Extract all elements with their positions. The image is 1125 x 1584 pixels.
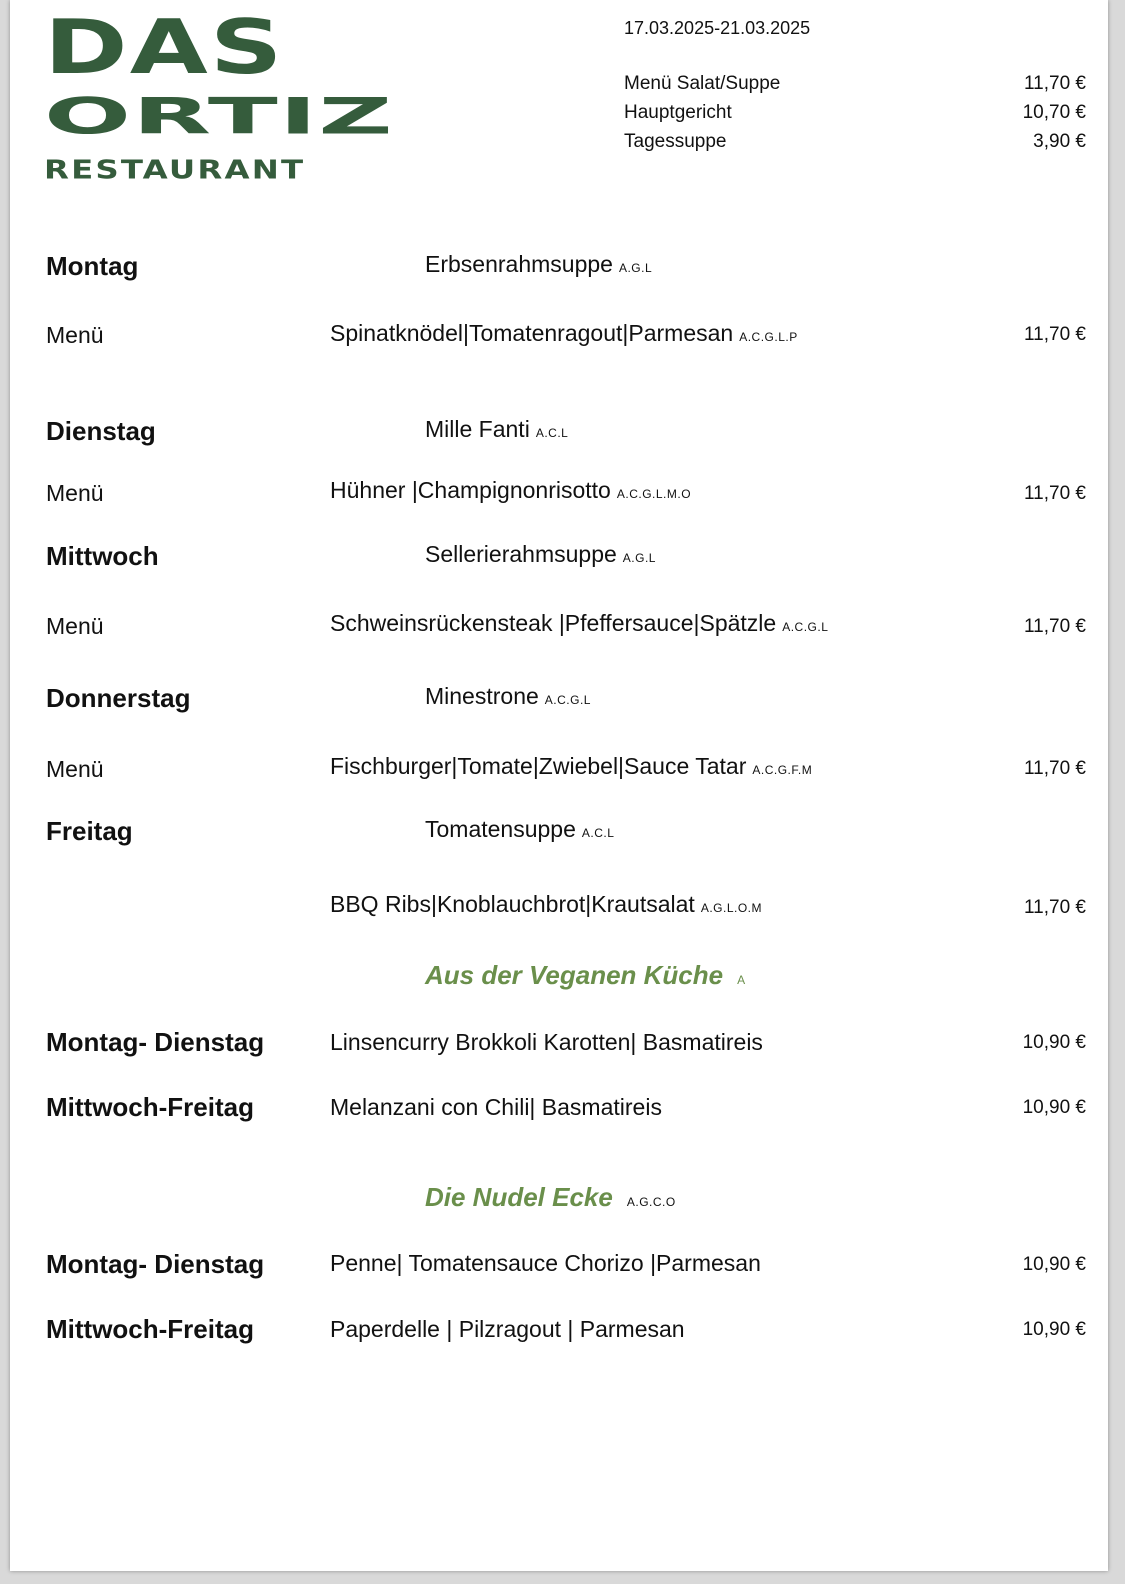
day-range-heading: Montag- Dienstag xyxy=(46,1027,265,1057)
day-heading: Montag xyxy=(46,251,139,281)
allergen-codes: A.C.G.L xyxy=(544,693,591,707)
header-price-label: Hauptgericht xyxy=(624,102,732,123)
day-range-heading: Mittwoch-Freitag xyxy=(46,1314,254,1344)
allergen-codes: A.C.G.L.M.O xyxy=(616,487,692,501)
day-heading: Dienstag xyxy=(46,416,156,446)
day-heading: Donnerstag xyxy=(46,683,191,713)
day-heading: Freitag xyxy=(46,816,133,846)
day-range-heading: Montag- Dienstag xyxy=(46,1249,265,1279)
allergen-codes: A.G.C.O xyxy=(626,1195,676,1209)
dish-price: 11,70 € xyxy=(1024,616,1086,637)
header-price-value: 11,70 € xyxy=(1024,73,1086,94)
allergen-codes: A.C.G.F.M xyxy=(752,763,813,777)
dish-price: 11,70 € xyxy=(1024,897,1086,918)
section-title-pasta: Die Nudel Ecke A.G.C.O xyxy=(425,1182,676,1212)
menu-label: Menü xyxy=(46,756,104,782)
date-range: 17.03.2025-21.03.2025 xyxy=(624,18,811,38)
soup-item: Sellerierahmsuppe A.G.L xyxy=(425,541,656,567)
allergen-codes: A.G.L.O.M xyxy=(700,901,762,915)
main-dish: Spinatknödel|Tomatenragout|Parmesan A.C.G.L.P xyxy=(330,320,798,346)
dish-price: 10,90 € xyxy=(1022,1097,1086,1118)
vegan-dish: Melanzani con Chili| Basmatireis xyxy=(330,1094,662,1120)
soup-item: Erbsenrahmsuppe A.G.L xyxy=(425,251,653,277)
header-price-value: 10,70 € xyxy=(1022,102,1086,123)
logo-line-das: DAS xyxy=(44,3,285,92)
day-range-heading: Mittwoch-Freitag xyxy=(46,1092,254,1122)
dish-price: 10,90 € xyxy=(1022,1254,1086,1275)
dish-price: 10,90 € xyxy=(1022,1319,1086,1340)
menu-label: Menü xyxy=(46,480,104,506)
soup-item: Tomatensuppe A.C.L xyxy=(425,816,615,842)
allergen-codes: A.C.L xyxy=(535,426,569,440)
main-dish: Fischburger|Tomate|Zwiebel|Sauce Tatar A.C.G.F.M xyxy=(330,753,813,779)
menu-label: Menü xyxy=(46,613,104,639)
logo-line-ortiz: ORTIZ xyxy=(44,87,394,146)
header-price-label: Menü Salat/Suppe xyxy=(624,73,781,94)
dish-price: 11,70 € xyxy=(1024,758,1086,779)
pasta-dish: Paperdelle | Pilzragout | Parmesan xyxy=(330,1316,685,1342)
soup-item: Mille Fanti A.C.L xyxy=(425,416,569,442)
header-price-value: 3,90 € xyxy=(1033,131,1086,152)
header-price-label: Tagessuppe xyxy=(624,131,727,152)
main-dish: BBQ Ribs|Knoblauchbrot|Krautsalat A.G.L.O.M xyxy=(330,891,762,917)
soup-item: Minestrone A.C.G.L xyxy=(425,683,591,709)
menu-label: Menü xyxy=(46,322,104,348)
pasta-dish: Penne| Tomatensauce Chorizo |Parmesan xyxy=(330,1250,761,1276)
dish-price: 10,90 € xyxy=(1022,1032,1086,1053)
allergen-codes: A.C.G.L.P xyxy=(739,330,798,344)
allergen-codes: A xyxy=(737,973,746,987)
main-dish: Schweinsrückensteak |Pfeffersauce|Spätzle A.C.G.L xyxy=(330,610,829,636)
logo-line-restaurant: RESTAURANT xyxy=(44,155,306,186)
main-dish: Hühner |Champignonrisotto A.C.G.L.M.O xyxy=(330,477,692,503)
day-heading: Mittwoch xyxy=(46,541,159,571)
section-title-vegan: Aus der Veganen Küche A xyxy=(425,960,746,990)
allergen-codes: A.G.L xyxy=(618,261,653,275)
allergen-codes: A.G.L xyxy=(622,551,656,565)
vegan-dish: Linsencurry Brokkoli Karotten| Basmatireis xyxy=(330,1029,763,1055)
dish-price: 11,70 € xyxy=(1024,483,1086,504)
menu-page xyxy=(10,0,1108,1571)
allergen-codes: A.C.L xyxy=(581,826,615,840)
dish-price: 11,70 € xyxy=(1024,324,1086,345)
allergen-codes: A.C.G.L xyxy=(782,620,829,634)
